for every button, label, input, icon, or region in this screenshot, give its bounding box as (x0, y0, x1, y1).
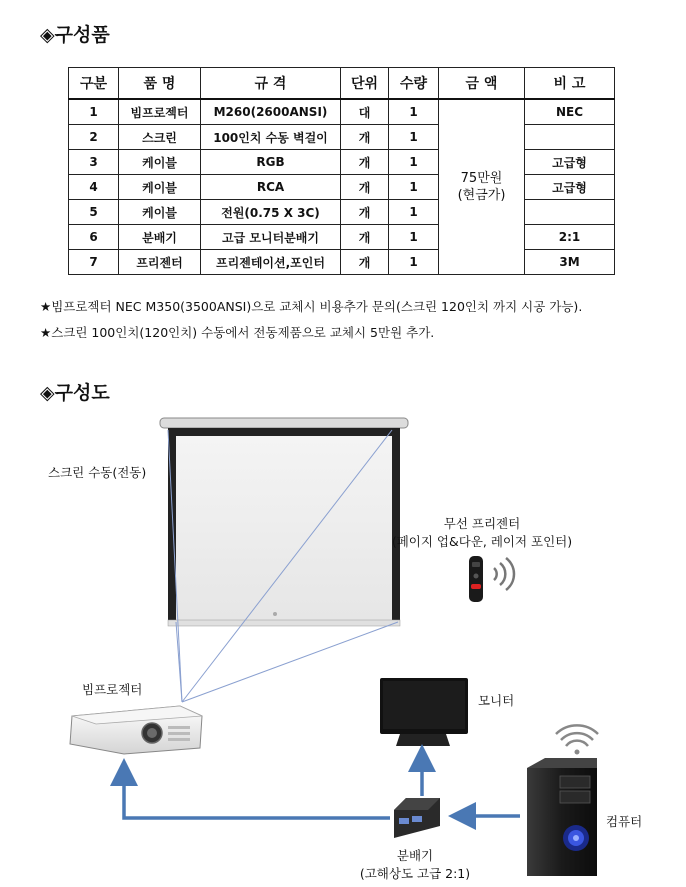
header-spec: 규 격 (201, 68, 341, 100)
cell-note: 고급형 (525, 175, 615, 200)
header-unit: 단위 (341, 68, 389, 100)
cell-no: 6 (69, 225, 119, 250)
cell-unit: 대 (341, 99, 389, 125)
cell-qty: 1 (389, 125, 439, 150)
splitter-label-title: 분배기 (396, 848, 434, 863)
components-heading: ◈구성품 (40, 24, 110, 46)
cell-name: 빔프로젝터 (119, 99, 201, 125)
projection-screen (160, 418, 408, 626)
cell-spec: M260(2600ANSI) (201, 99, 341, 125)
cell-name: 케이블 (119, 200, 201, 225)
cell-unit: 개 (341, 200, 389, 225)
computer-label: 컴퓨터 (606, 814, 643, 829)
cell-spec: 전원(0.75 X 3C) (201, 200, 341, 225)
cell-spec: RCA (201, 175, 341, 200)
presenter-label-desc: (페이지 업&다운, 레이저 포인터) (391, 534, 573, 549)
header-note: 비 고 (525, 68, 615, 100)
cell-note: 고급형 (525, 150, 615, 175)
cell-spec: 100인치 수동 벽걸이 (201, 125, 341, 150)
cell-spec: 프리젠테이션,포인터 (201, 250, 341, 275)
cell-no: 2 (69, 125, 119, 150)
cell-qty: 1 (389, 99, 439, 125)
cell-name: 케이블 (119, 175, 201, 200)
cell-unit: 개 (341, 150, 389, 175)
computer-image (527, 725, 598, 876)
presenter-image (469, 556, 514, 602)
diagram-heading: ◈구성도 (40, 382, 110, 404)
cell-no: 4 (69, 175, 119, 200)
cell-no: 7 (69, 250, 119, 275)
cell-spec: RGB (201, 150, 341, 175)
price-cash-note: (현금가) (457, 188, 506, 203)
cell-unit: 개 (341, 175, 389, 200)
cell-unit: 개 (341, 250, 389, 275)
cell-qty: 1 (389, 200, 439, 225)
header-no: 구분 (69, 68, 119, 100)
projector-image (70, 706, 202, 754)
cell-no: 5 (69, 200, 119, 225)
cell-name: 케이블 (119, 150, 201, 175)
cell-note: 2:1 (525, 225, 615, 250)
splitter-image (394, 798, 440, 838)
projector-label: 빔프로젝터 (82, 682, 143, 697)
cell-spec: 고급 모니터분배기 (201, 225, 341, 250)
cell-unit: 개 (341, 125, 389, 150)
cell-qty: 1 (389, 175, 439, 200)
connection-arrows (124, 758, 520, 818)
cell-qty: 1 (389, 150, 439, 175)
header-qty: 수량 (389, 68, 439, 100)
cell-qty: 1 (389, 225, 439, 250)
note-projector-upgrade: ★빔프로젝터 NEC M350(3500ANSI)으로 교체시 비용추가 문의(스크린 120인치 까지 시공 가능). (40, 299, 583, 314)
cell-no: 1 (69, 99, 119, 125)
cell-no: 3 (69, 150, 119, 175)
screen-label: 스크린 수동(전동) (48, 465, 147, 480)
monitor-label: 모니터 (478, 693, 515, 708)
header-name: 품 명 (119, 68, 201, 100)
cell-note: NEC (525, 99, 615, 125)
cell-note: 3M (525, 250, 615, 275)
splitter-label-desc: (고해상도 고급 2:1) (359, 866, 471, 881)
monitor-image (380, 678, 468, 746)
cell-name: 스크린 (119, 125, 201, 150)
cell-name: 분배기 (119, 225, 201, 250)
cell-qty: 1 (389, 250, 439, 275)
presenter-label-title: 무선 프리젠터 (443, 516, 521, 531)
note-screen-upgrade: ★스크린 100인치(120인치) 수동에서 전동제품으로 교체시 5만원 추가. (40, 325, 435, 340)
cell-unit: 개 (341, 225, 389, 250)
price-amount: 75만원 (460, 171, 503, 186)
header-price: 금 액 (439, 68, 525, 100)
cell-name: 프리젠터 (119, 250, 201, 275)
